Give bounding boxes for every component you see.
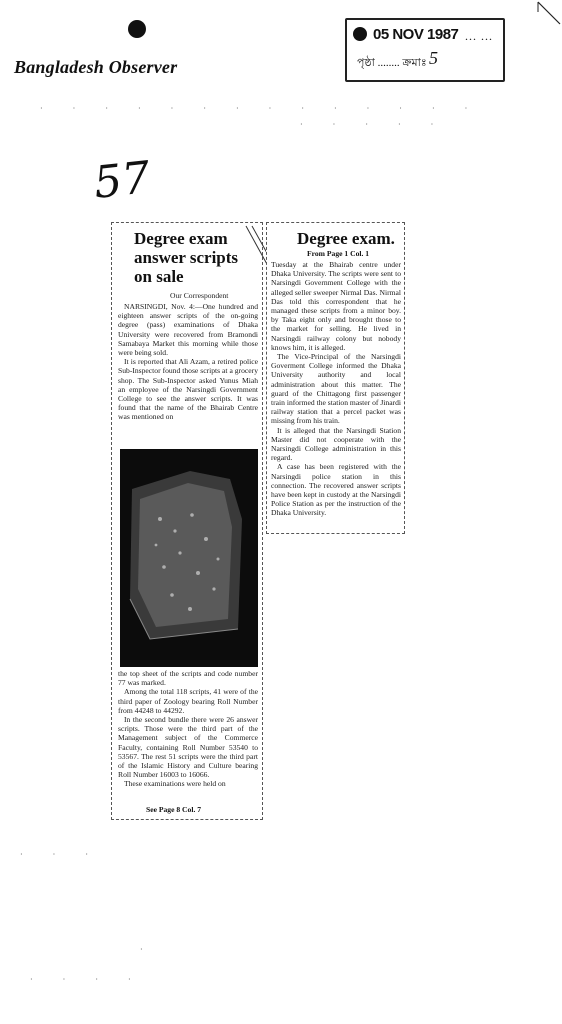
answer-scripts-photo [120,449,258,667]
article-paragraph: NARSINGDI, Nov. 4:—One hundred and eighteen answer scripts of the on-going degree (pass) examinations of Dhaka University were recovered from Bramondi Samabaya Market this morning while those were being sold. [118,302,258,358]
article-paragraph: These examinations were held on [124,779,226,789]
article-paragraph: The Vice-Principal of the Narsingdi Goverment College informed the Dhaka University authority and local administration about this matter. The guard of the Chittagong first passenger train informed the station master of Jinardi railway station that a percel packet was missing from his train. [271,352,401,426]
clipping-continuation-article [266,222,405,534]
continuation-headline: Degree exam. [297,229,395,248]
stamp-serial-label: ক্রমাঃ [402,57,427,69]
article-paragraph: In the second bundle there were 26 answer scripts. Those were the third part of the Management subject of the Commerce Faculty, containing Roll Number 53540 to 53567. The rest 51 scripts were the third part of the Islamic History and Culture bearing Roll Number 16003 to 16066. [118,715,258,780]
photo-scripts-pile [120,449,258,667]
stamp-page-number: 5 [429,48,438,68]
newspaper-name: Bangladesh Observer [14,57,178,77]
article-paragraph: It is alleged that the Narsingdi Station Master did not cooperate with the Narsingdi College administration in this regard. [271,425,401,463]
scan-specks: · · · [20,850,102,859]
continuation-source: From Page 1 Col. 1 [307,249,370,258]
stamp-date: 05 NOV 1987 [373,26,459,43]
date-stamp [345,18,505,82]
handwritten-number: 57 [91,152,153,209]
article-paragraph: A case has been registered with the Narsingdi police station in this connection. The recovered answer scripts have been kept in custody at the Narsingdi Police Station as per the instruction of the Dhaka University. [271,462,401,518]
headline-line: Degree exam [134,229,228,248]
clipping-main-article [111,222,263,820]
article-body-top [118,302,258,422]
article-paragraph: the top sheet of the scripts and code number 77 was marked. [118,669,258,688]
scan-specks: · [140,945,157,954]
article-paragraph: Among the total 118 scripts, 41 were of the third paper of Zoology bearing Roll Number from 44248 to 44292. [118,687,258,715]
article-headline [134,229,254,286]
article-body-bottom [118,669,258,789]
stamp-page-row: পৃষ্ঠা ........ ক্রমাঃ [357,57,427,69]
article-paragraph: Tuesday at the Bhairab centre under Dhaka University. The scripts were sent to Narsingdi Government College with the alleged seller sweeper Nirmal Das. Nirmal Das told this correspondent that he managed these scripts from a minor boy. by Taka eight only and brought those to the market for selling. He lived in Narsingdi railway colony but nobody knows him, it is alleged. [271,260,401,352]
continuation-note: See Page 8 Col. 7 [146,805,202,814]
continuation-body [271,260,401,518]
scan-specks: · · · · · · · · · · · · · · [40,104,482,113]
headline-line: answer scripts [134,248,239,267]
punch-hole [128,20,146,38]
stamp-dotted-line: ... ... [465,29,493,43]
article-byline: Our Correspondent [170,291,229,300]
scan-specks: · · · · · [300,120,448,129]
headline-line: on sale [134,267,184,286]
folded-corner [536,0,562,26]
scan-specks: · · · · [30,975,145,984]
stamp-page-label: পৃষ্ঠা [357,57,375,69]
stamp-mark [353,27,367,41]
article-paragraph: It is reported that Ali Azam, a retired police Sub-Inspector found those scripts at a grocery shop. The Sub-Inspector asked Yunus Miah an employee of the Narsingdi Government College to see the answer scripts. It was found that the name of the Bhairab Centre was mentioned on [118,357,258,422]
